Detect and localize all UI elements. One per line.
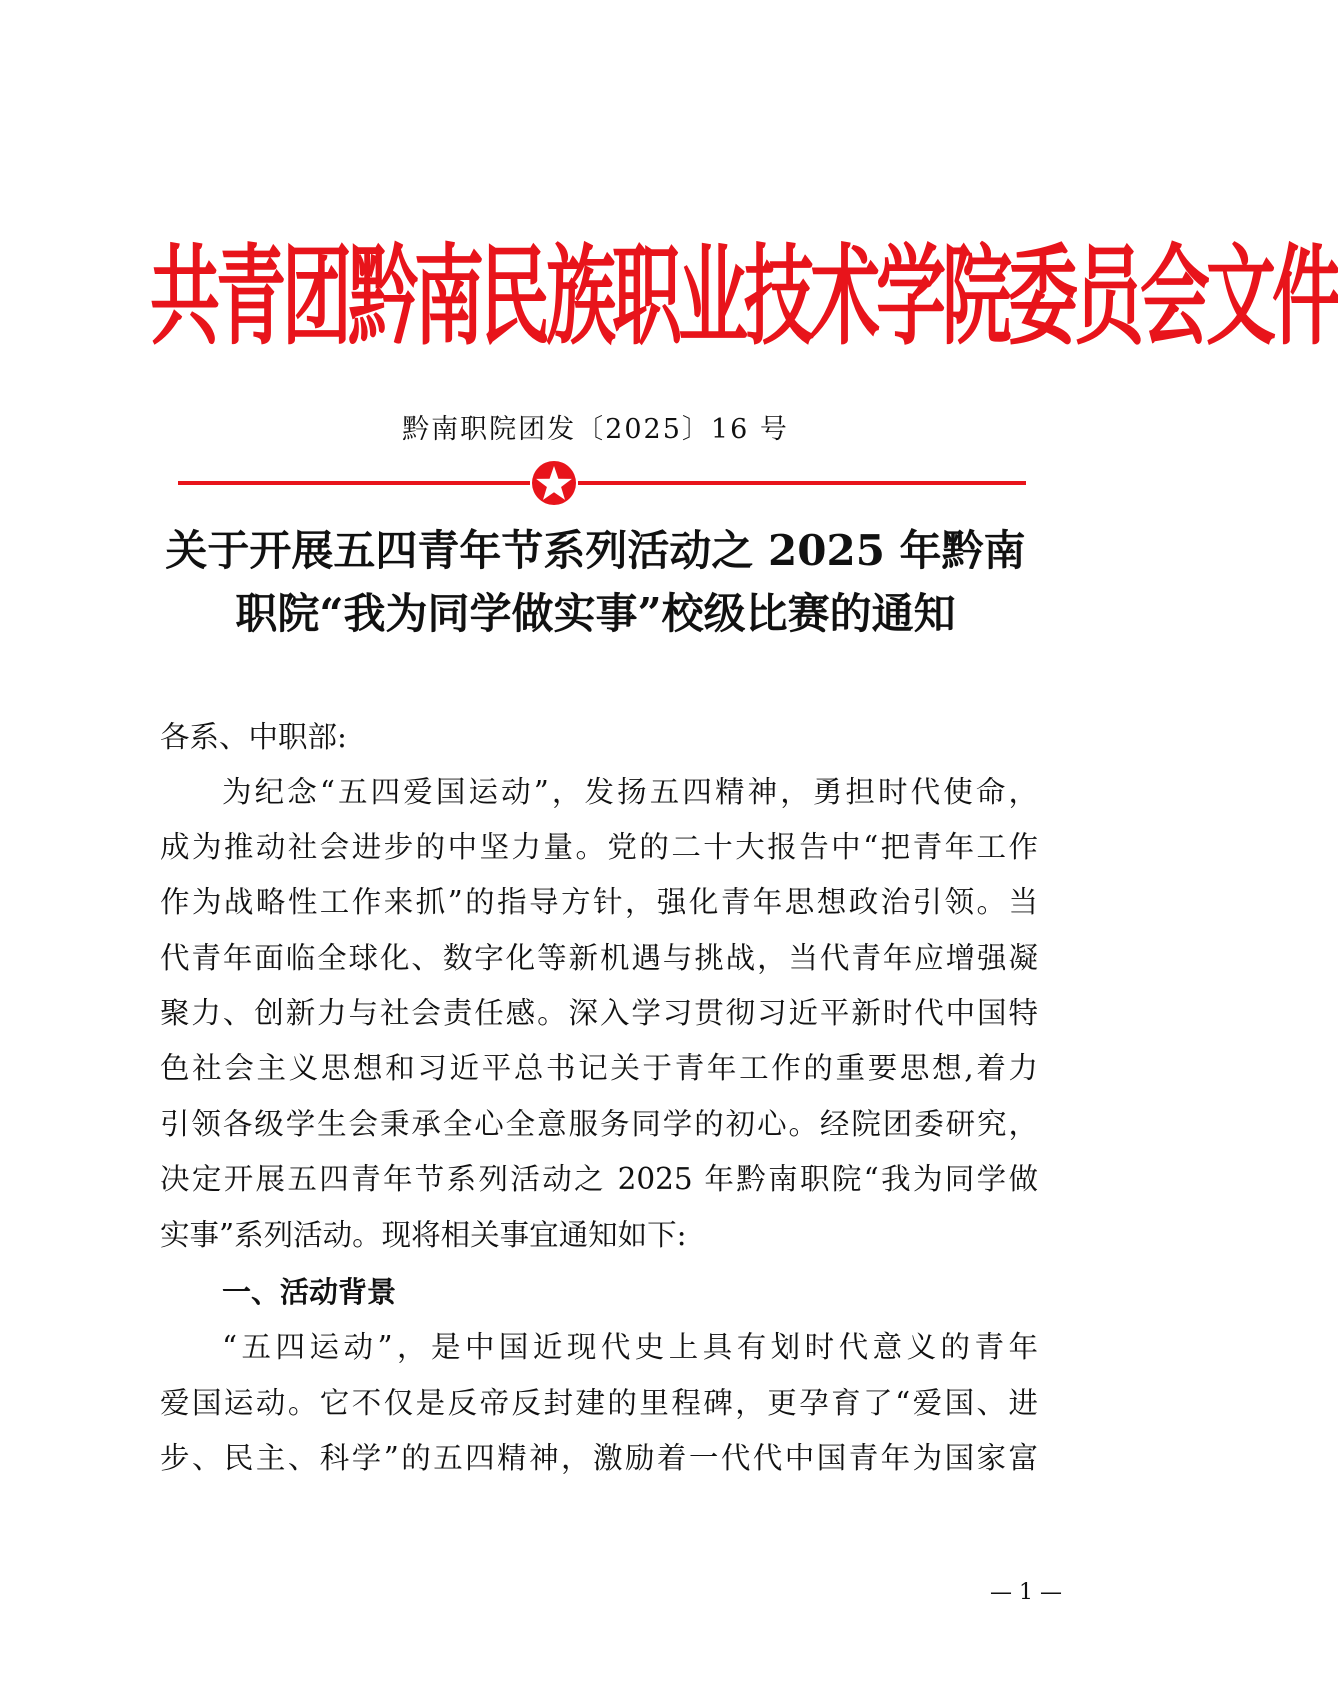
paragraph-1-line-5: 聚力、创新力与社会责任感。深入学习贯彻习近平新时代中国特 — [160, 996, 1038, 1030]
star-icon — [532, 461, 576, 505]
document-number: 黔南职院团发〔2025〕16 号 — [402, 414, 789, 445]
page-number: — 1 — — [990, 1580, 1062, 1605]
paragraph-2-line-3: 步、民主、科学”的五四精神，激励着一代代中国青年为国家富 — [160, 1441, 1038, 1475]
paragraph-1-line-4: 代青年面临全球化、数字化等新机遇与挑战，当代青年应增强凝 — [160, 941, 1038, 975]
paragraph-2-line-1: “五四运动”，是中国近现代史上具有划时代意义的青年 — [222, 1330, 1038, 1364]
paragraph-1-line-7: 引领各级学生会秉承全心全意服务同学的初心。经院团委研究， — [160, 1107, 1038, 1141]
paragraph-1-line-2: 成为推动社会进步的中坚力量。党的二十大报告中“把青年工作 — [160, 830, 1038, 864]
paragraph-1-line-8: 决定开展五四青年节系列活动之 2025 年黔南职院“我为同学做 — [160, 1162, 1038, 1196]
paragraph-2-line-2: 爱国运动。它不仅是反帝反封建的里程碑，更孕育了“爱国、进 — [160, 1386, 1038, 1420]
salutation: 各系、中职部: — [160, 720, 347, 754]
masthead-title: 共青团黔南民族职业技术学院委员会文件 — [150, 233, 1338, 361]
document-title-line-2: 职院“我为同学做实事”校级比赛的通知 — [235, 589, 956, 638]
section-1-heading: 一、活动背景 — [222, 1275, 397, 1309]
red-divider — [178, 455, 1026, 509]
document-title-line-1: 关于开展五四青年节系列活动之 2025 年黔南 — [165, 526, 1026, 575]
paragraph-1-line-6: 色社会主义思想和习近平总书记关于青年工作的重要思想,着力 — [160, 1051, 1038, 1085]
paragraph-1-line-3: 作为战略性工作来抓”的指导方针，强化青年思想政治引领。当 — [160, 885, 1038, 919]
paragraph-1-line-1: 为纪念“五四爱国运动”，发扬五四精神，勇担时代使命， — [222, 775, 1038, 809]
paragraph-1-line-9: 实事”系列活动。现将相关事宜通知如下: — [160, 1218, 687, 1252]
